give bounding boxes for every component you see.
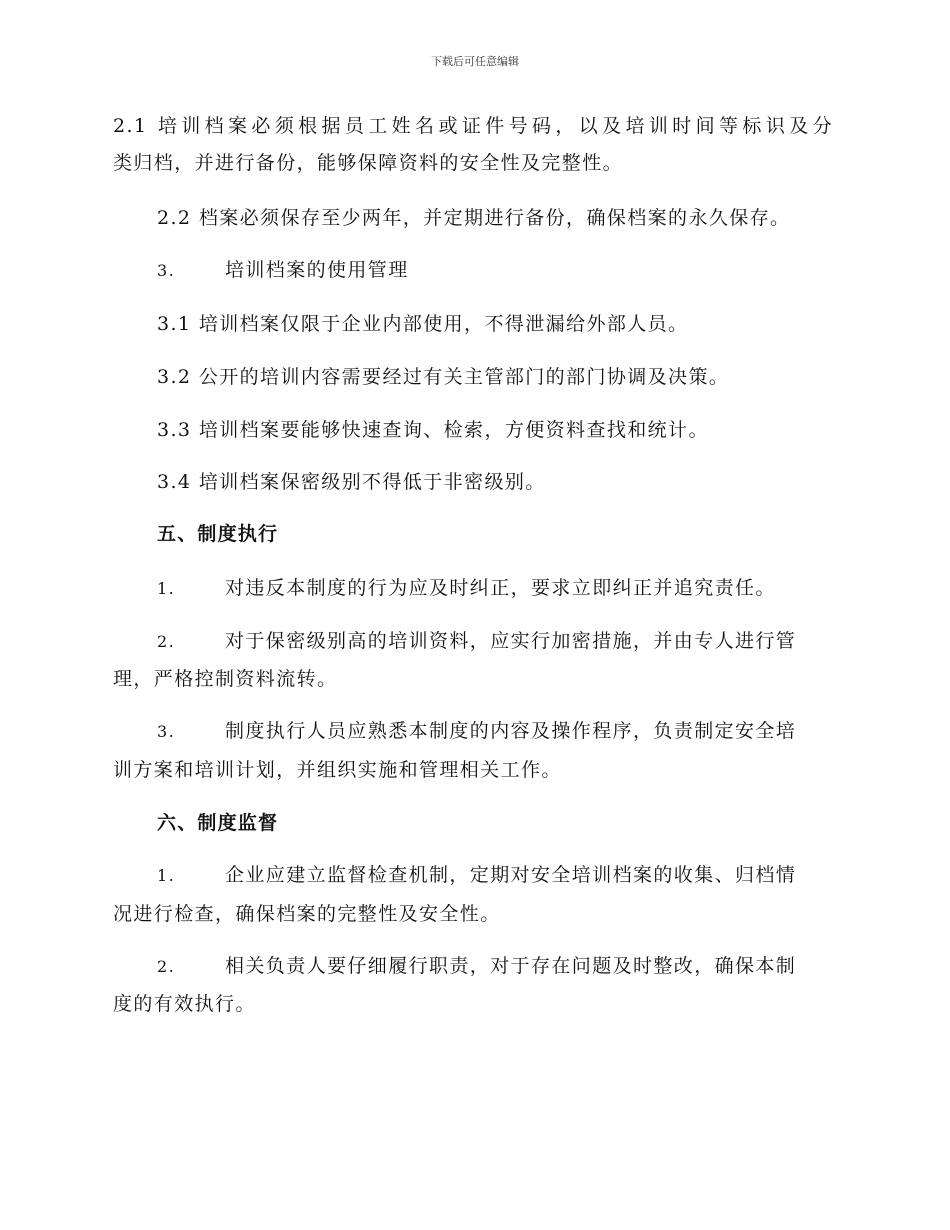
section-3-title [157, 257, 877, 284]
item-5-3-text: 制度执行人员应熟悉本制度的内容及操作程序，负责制定安全培 [225, 720, 797, 742]
item-5-2-line-1 [157, 628, 833, 655]
section-6-heading: 六、制度监督 [157, 812, 279, 834]
item-5-2-text: 对于保密级别高的培训资料，应实行加密措施，并由专人进行管 [225, 630, 797, 652]
item-5-3-number: 3. [157, 722, 176, 741]
para-3-3: 3.3 培训档案要能够快速查询、检索，方便资料查找和统计。 [157, 419, 709, 441]
para-2-2: 2.2 档案必须保存至少两年，并定期进行备份，确保档案的永久保存。 [157, 207, 791, 229]
item-6-2-line-2: 度的有效执行。 [113, 993, 256, 1015]
item-6-1-line-2: 况进行检查，确保档案的完整性及安全性。 [113, 903, 501, 925]
item-5-1 [157, 575, 877, 602]
section-5-heading: 五、制度执行 [157, 523, 279, 545]
section-3-text: 培训档案的使用管理 [225, 259, 409, 281]
item-6-1-line-1 [157, 862, 833, 889]
item-6-1-text: 企业应建立监督检查机制，定期对安全培训档案的收集、归档情 [225, 864, 797, 886]
para-2-1-line-2: 类归档，并进行备份，能够保障资料的安全性及完整性。 [113, 152, 624, 174]
para-3-1: 3.1 培训档案仅限于企业内部使用，不得泄漏给外部人员。 [157, 313, 689, 335]
item-5-3-line-1 [157, 718, 833, 745]
page-header: 下载后可任意编辑 [431, 55, 519, 68]
item-5-2-line-2: 理，严格控制资料流转。 [113, 668, 338, 690]
item-6-2-line-1 [157, 953, 833, 980]
section-3-number: 3. [157, 261, 176, 280]
item-6-2-text: 相关负责人要仔细履行职责，对于存在问题及时整改，确保本制 [225, 955, 797, 977]
item-5-2-number: 2. [157, 632, 176, 651]
item-5-1-text: 对违反本制度的行为应及时纠正，要求立即纠正并追究责任。 [225, 577, 776, 599]
item-6-1-number: 1. [157, 866, 176, 885]
para-3-4: 3.4 培训档案保密级别不得低于非密级别。 [157, 471, 546, 493]
item-5-3-line-2: 训方案和培训计划，并组织实施和管理相关工作。 [113, 759, 562, 781]
para-3-2: 3.2 公开的培训内容需要经过有关主管部门的部门协调及决策。 [157, 366, 730, 388]
para-2-1-line-1: 2.1 培训档案必须根据员工姓名或证件号码，以及培训时间等标识及分 [113, 115, 833, 137]
item-5-1-number: 1. [157, 579, 176, 598]
item-6-2-number: 2. [157, 957, 176, 976]
